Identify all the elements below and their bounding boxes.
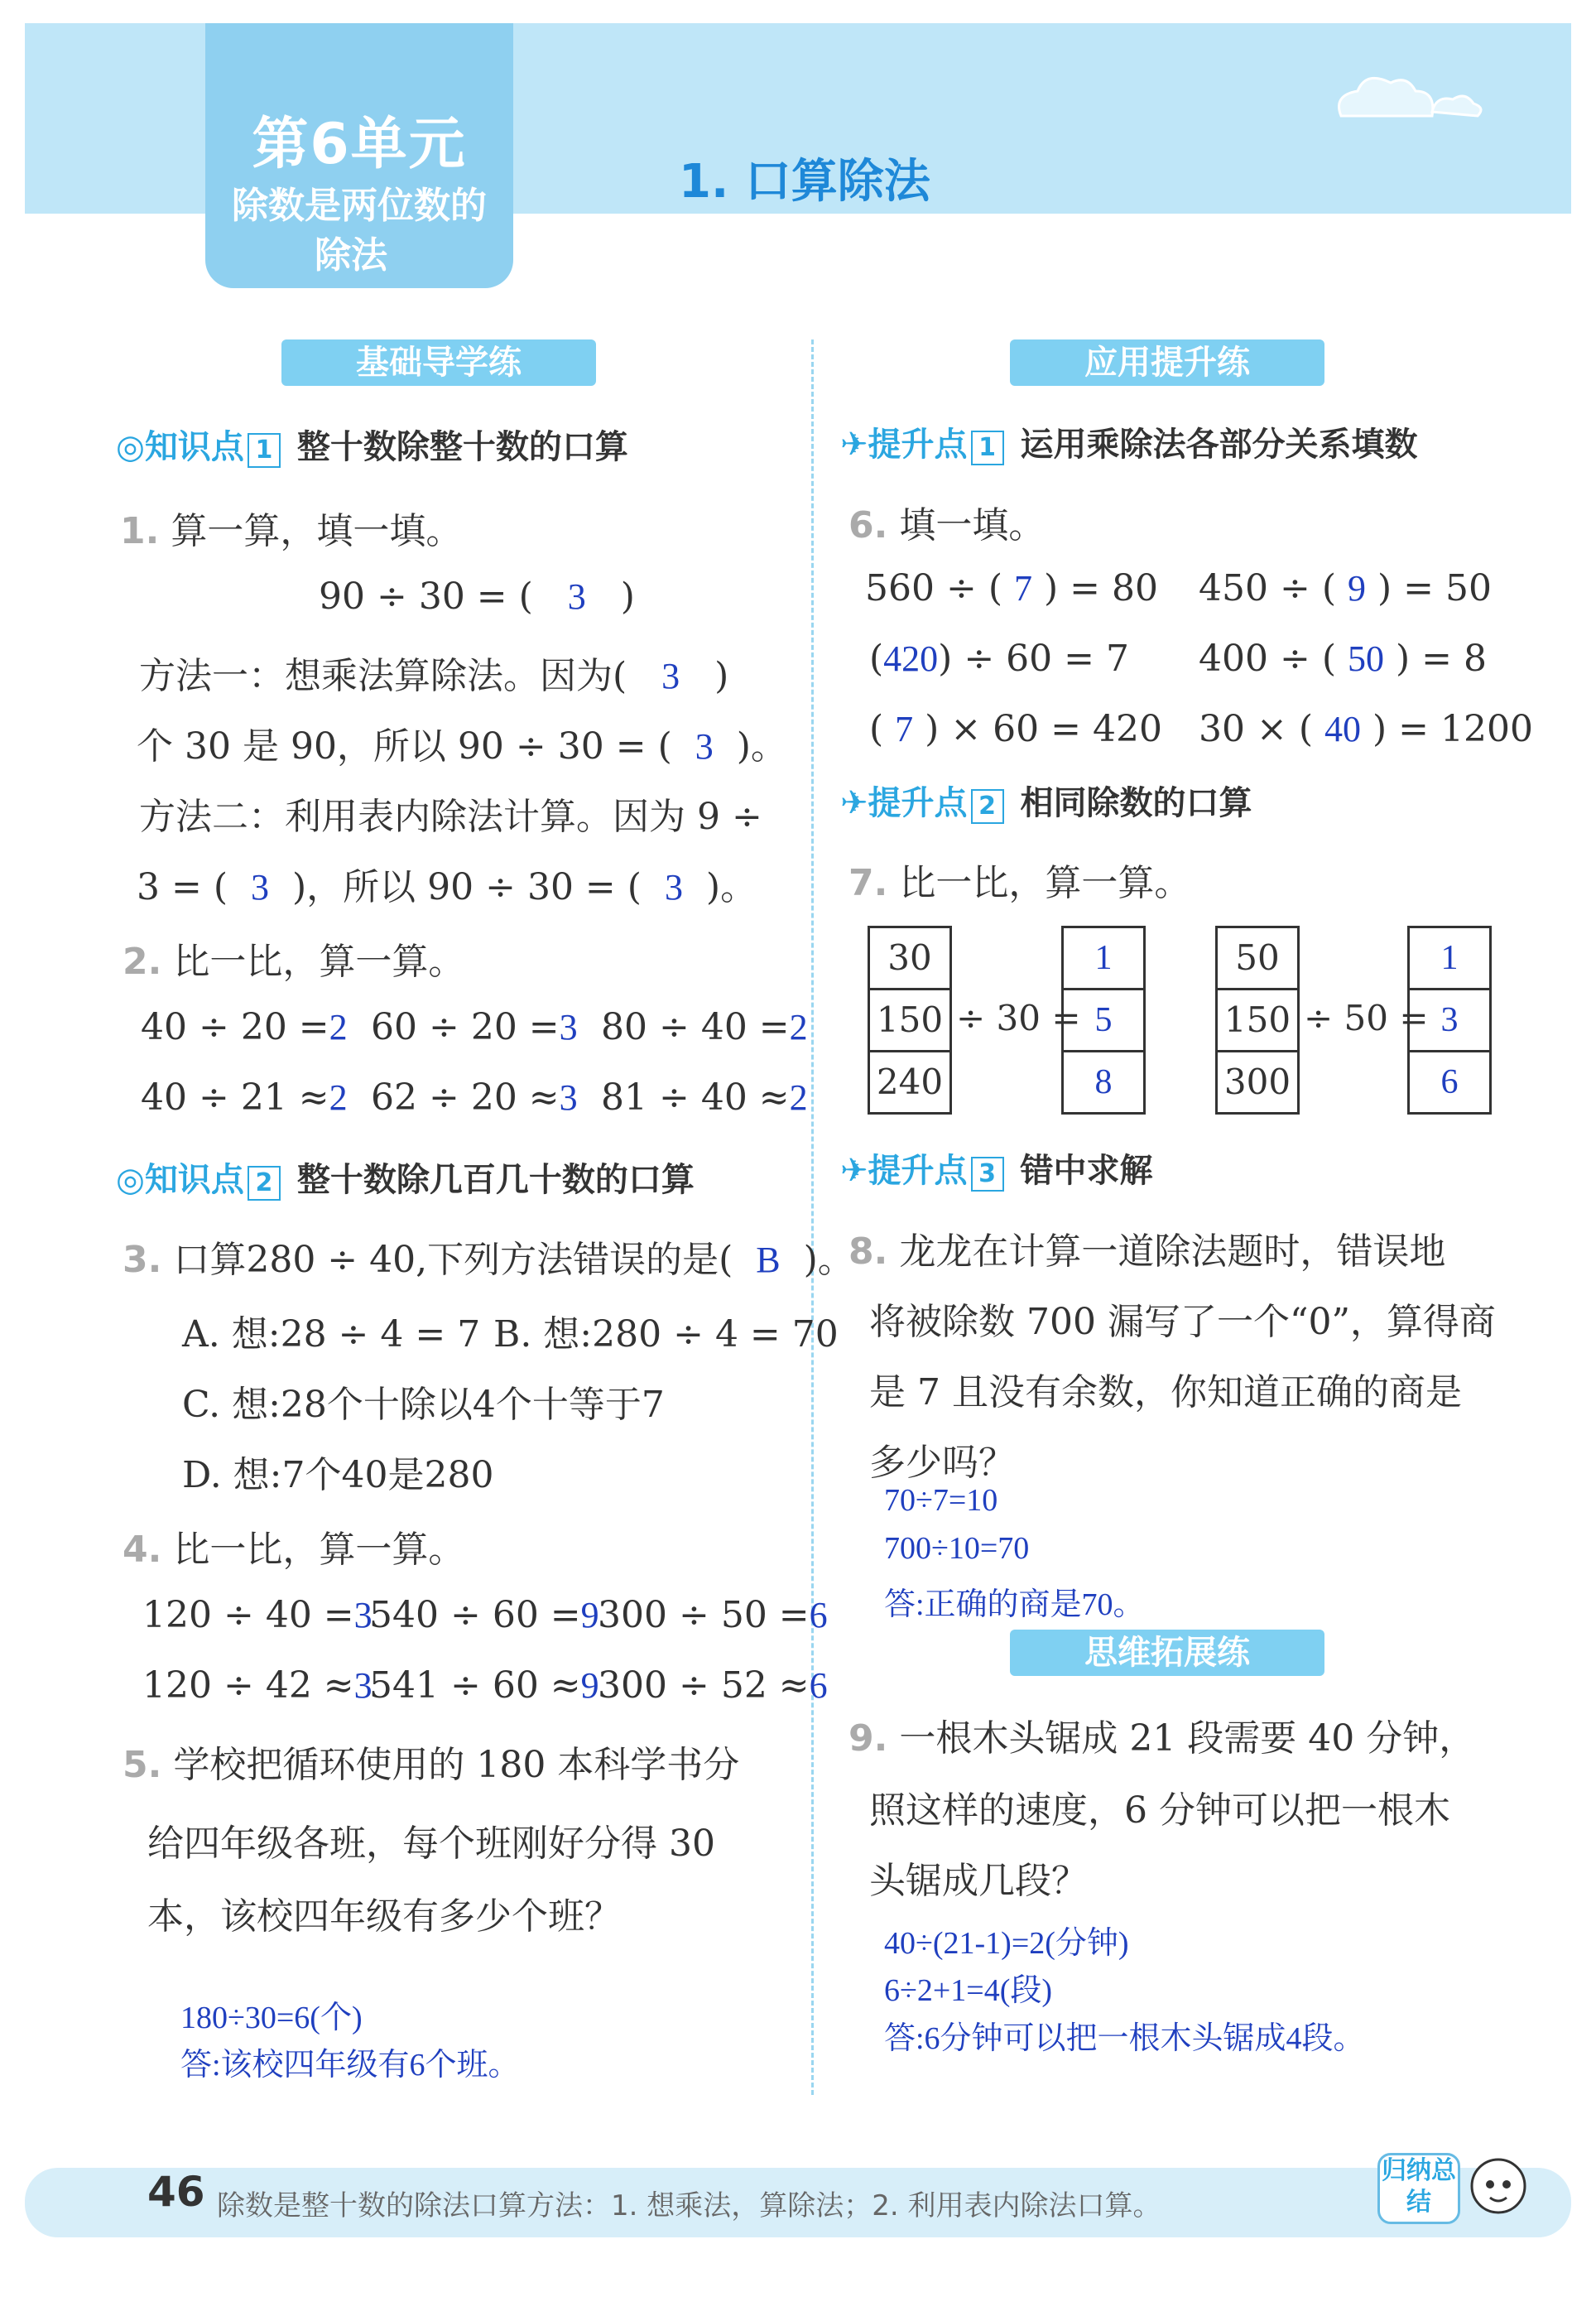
q6-item: 450 ÷ ( 9 ) = 50 — [1199, 567, 1492, 609]
q4-item: 300 ÷ 52 ≈6 — [598, 1664, 828, 1707]
q1-method2-line2: 3 = ( 3 )，所以 90 ÷ 30 = ( 3 )。 — [137, 866, 757, 908]
q6-item: ( 7 ) × 60 = 420 — [869, 708, 1162, 750]
answer: 3 — [567, 576, 586, 617]
answer: 3 — [695, 726, 714, 767]
upgrade-point-3: ✈提升点 3 错中求解 — [840, 1152, 1153, 1190]
q5-line2: 给四年级各班，每个班刚好分得 30 — [147, 1823, 715, 1865]
section-banner-thinking: 思维拓展练 — [1010, 1630, 1324, 1676]
question-3: 3. 口算280 ÷ 40,下列方法错误的是( B )。 — [123, 1239, 854, 1281]
q8-line2: 将被除数 700 漏写了一个“0”，算得商 — [869, 1301, 1496, 1343]
q2-item: 40 ÷ 20 =2 — [141, 1006, 348, 1048]
target-icon: ◎ — [116, 428, 145, 466]
upgrade-point-1: ✈提升点 1 运用乘除法各部分关系填数 — [840, 426, 1418, 464]
q2-item: 60 ÷ 20 =3 — [371, 1006, 578, 1048]
question-9: 9. 一根木头锯成 21 段需要 40 分钟， — [848, 1717, 1476, 1760]
q9-answer-line2: 6÷2+1=4(段) — [884, 1973, 1053, 2008]
answer: B — [756, 1240, 781, 1280]
unit-subtitle: 除数是两位数的 — [232, 185, 487, 227]
question-4: 4. 比一比，算一算。 — [123, 1529, 465, 1571]
q9-answer-line3: 答:6分钟可以把一根木头锯成4段。 — [884, 2021, 1365, 2056]
q8-line3: 是 7 且没有余数，你知道正确的商是 — [869, 1371, 1462, 1413]
plane-icon: ✈ — [840, 1152, 868, 1190]
q4-item: 300 ÷ 50 =6 — [598, 1594, 828, 1636]
q2-item: 40 ÷ 21 ≈2 — [141, 1076, 348, 1119]
plane-icon: ✈ — [840, 426, 868, 464]
question-6: 6. 填一填。 — [848, 504, 1046, 547]
q2-item: 81 ÷ 40 ≈2 — [601, 1076, 808, 1119]
unit-subtitle-2: 除法 — [315, 234, 387, 277]
q5-answer-line1: 180÷30=6(个) — [180, 2001, 363, 2035]
footer-summary: 除数是整十数的除法口算方法：1. 想乘法，算除法；2. 利用表内除法口算。 — [217, 2189, 1161, 2222]
section-banner-basic: 基础导学练 — [281, 339, 596, 386]
lesson-title: 1. 口算除法 — [679, 155, 930, 209]
q4-item: 541 ÷ 60 ≈9 — [369, 1664, 599, 1707]
dividend-box-1: 30 150 240 — [868, 926, 952, 1115]
option-c: C. 想:28个十除以4个十等于7 — [182, 1384, 665, 1426]
answer: 3 — [661, 656, 680, 696]
q6-item: (420) ÷ 60 = 7 — [869, 638, 1129, 680]
page-number: 46 — [147, 2168, 205, 2216]
q5-answer-line2: 答:该校四年级有6个班。 — [180, 2048, 520, 2083]
q4-item: 120 ÷ 42 ≈3 — [142, 1664, 373, 1707]
question-8: 8. 龙龙在计算一道除法题时，错误地 — [848, 1230, 1446, 1273]
target-icon: ◎ — [116, 1161, 145, 1199]
q1-method1-line2: 个 30 是 90，所以 90 ÷ 30 = ( 3 )。 — [137, 725, 787, 768]
question-number: 1. — [120, 510, 160, 552]
knowledge-point-1 — [116, 421, 628, 468]
kp-number: 1 — [248, 433, 281, 468]
result-box-1: 1 5 8 — [1061, 926, 1146, 1115]
kp-title: 整十数除整十数的口算 — [296, 428, 628, 466]
section-banner-apply: 应用提升练 — [1010, 339, 1324, 386]
column-divider — [811, 339, 814, 2095]
question-7: 7. 比一比，算一算。 — [848, 862, 1191, 904]
q5-line3: 本，该校四年级有多少个班？ — [147, 1895, 621, 1938]
question-2: 2. 比一比，算一算。 — [123, 941, 465, 983]
q7-operator-1: ÷ 30 = — [956, 998, 1081, 1038]
q4-item: 540 ÷ 60 =9 — [369, 1594, 599, 1636]
plane-icon: ✈ — [840, 784, 868, 822]
q8-answer-line1: 70÷7=10 — [884, 1483, 998, 1518]
q9-answer-line1: 40÷(21-1)=2(分钟) — [884, 1926, 1129, 1961]
summary-tag: 归纳总结 — [1377, 2153, 1460, 2224]
kp-label: 知识点 — [144, 428, 244, 466]
answer: 3 — [250, 867, 269, 908]
q2-item: 80 ÷ 40 =2 — [601, 1006, 808, 1048]
q9-line2: 照这样的速度，6 分钟可以把一根木 — [869, 1789, 1450, 1832]
cartoon-face-icon — [1465, 2145, 1531, 2227]
q6-item: 30 × ( 40 ) = 1200 — [1199, 708, 1533, 750]
cloud-icon — [1324, 66, 1490, 132]
upgrade-point-2: ✈提升点 2 相同除数的口算 — [840, 784, 1252, 822]
question-text: 算一算，填一填。 — [171, 510, 463, 552]
dividend-box-2: 50 150 300 — [1215, 926, 1300, 1115]
q1-equation: 90 ÷ 30 = ( 3 ) — [319, 575, 635, 618]
answer: 3 — [664, 867, 683, 908]
option-a: A. 想:28 ÷ 4 = 7 — [182, 1313, 481, 1356]
result-box-2: 1 3 6 — [1407, 926, 1492, 1115]
question-5: 5. 学校把循环使用的 180 本科学书分 — [123, 1744, 740, 1786]
knowledge-point-2: ◎知识点 2 整十数除几百几十数的口算 — [116, 1161, 695, 1199]
q6-item: 560 ÷ ( 7 ) = 80 — [865, 567, 1158, 609]
q1-method2-line1: 方法二：利用表内除法计算。因为 9 ÷ — [139, 796, 762, 838]
q1-method1-line1: 方法一：想乘法算除法。因为( 3 ) — [139, 655, 729, 697]
q2-item: 62 ÷ 20 ≈3 — [371, 1076, 578, 1119]
q8-answer-line3: 答:正确的商是70。 — [884, 1587, 1145, 1622]
question-1 — [120, 501, 462, 554]
option-b: B. 想:280 ÷ 4 = 70 — [493, 1313, 839, 1356]
q8-line4: 多少吗？ — [869, 1442, 1015, 1484]
option-d: D. 想:7个40是280 — [182, 1454, 494, 1496]
q8-answer-line2: 700÷10=70 — [884, 1531, 1030, 1566]
q4-item: 120 ÷ 40 =3 — [142, 1594, 373, 1636]
q7-operator-2: ÷ 50 = — [1304, 998, 1429, 1038]
q6-item: 400 ÷ ( 50 ) = 8 — [1199, 638, 1487, 680]
q9-line3: 头锯成几段？ — [869, 1860, 1088, 1902]
unit-number: 第6单元 — [252, 112, 467, 177]
